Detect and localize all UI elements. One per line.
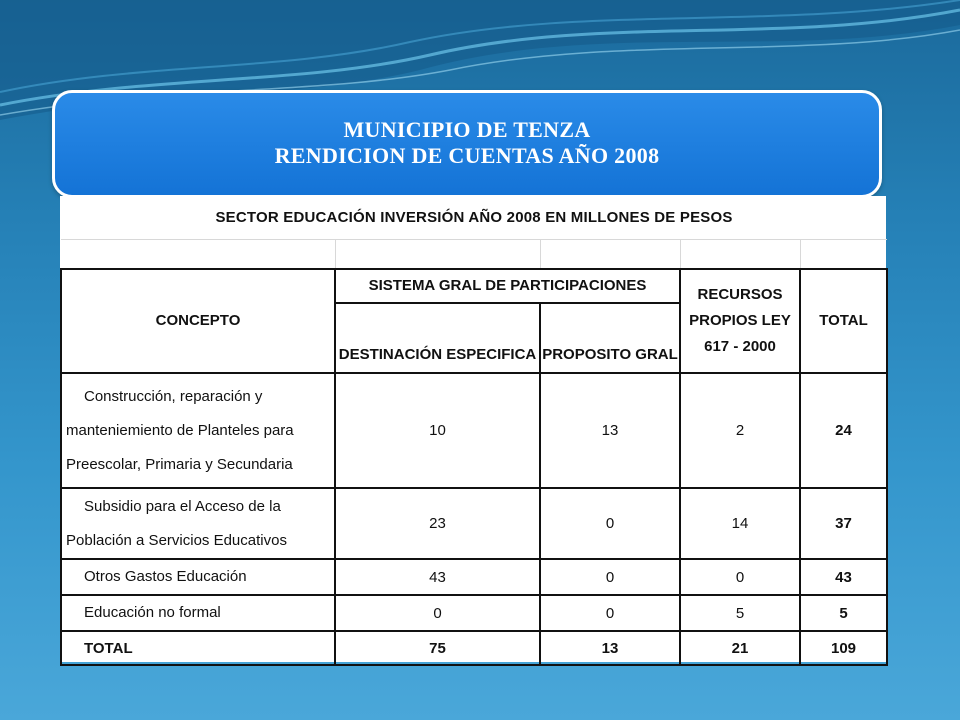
header-row-1 [61,269,887,303]
slide-title-box [52,90,882,198]
total-cell: 24 [800,373,887,488]
education-investment-table [60,196,886,662]
empty-cell [800,239,887,269]
recursos-cell: 2 [680,373,800,488]
destinacion-cell: 23 [335,488,540,559]
table-row [61,373,887,488]
totals-destinacion: 75 [335,631,540,665]
table-row [61,595,887,631]
destinacion-cell: 43 [335,559,540,595]
concept-line: manteniemiento de Planteles para [66,421,294,439]
destinacion-cell: 0 [335,595,540,631]
header-recursos-line-2: PROPIOS LEY [689,312,791,329]
totals-recursos: 21 [680,631,800,665]
slide-title-line-2: RENDICION DE CUENTAS AÑO 2008 [274,143,660,168]
concept-cell [61,373,335,488]
concept-line: Construcción, reparación y [84,387,263,405]
empty-cell [680,239,800,269]
concept-line: Preescolar, Primaria y Secundaria [66,455,293,473]
proposito-cell: 0 [540,595,680,631]
slide-title-line-1: MUNICIPIO DE TENZA [343,117,591,142]
header-proposito: PROPOSITO GRAL [540,303,680,373]
totals-total: 109 [800,631,887,665]
sheet-title: SECTOR EDUCACIÓN INVERSIÓN AÑO 2008 EN MILLONES DE PESOS [215,208,733,226]
concept-cell [61,488,335,559]
table-row [61,559,887,595]
header-sgp: SISTEMA GRAL DE PARTICIPACIONES [335,269,680,303]
header-total: TOTAL [800,269,887,373]
proposito-cell: 0 [540,559,680,595]
spreadsheet-grid [60,196,888,666]
total-cell: 5 [800,595,887,631]
proposito-cell: 13 [540,373,680,488]
proposito-cell: 0 [540,488,680,559]
header-destinacion: DESTINACIÓN ESPECIFICA [335,303,540,373]
concept-cell: Educación no formal [61,595,335,631]
table-row [61,488,887,559]
recursos-cell: 5 [680,595,800,631]
totals-proposito: 13 [540,631,680,665]
header-recursos-line-3: 617 - 2000 [704,338,776,355]
destinacion-cell: 10 [335,373,540,488]
empty-cell [61,239,335,269]
header-concepto: CONCEPTO [61,269,335,373]
concept-line: Subsidio para el Acceso de la [84,497,281,515]
recursos-cell: 14 [680,488,800,559]
empty-cell [540,239,680,269]
totals-row [61,631,887,665]
header-recursos-line-1: RECURSOS [697,286,783,303]
empty-row [61,239,887,269]
concept-cell: Otros Gastos Educación [61,559,335,595]
totals-label: TOTAL [61,631,335,665]
total-cell: 43 [800,559,887,595]
header-recursos [680,269,800,373]
total-cell: 37 [800,488,887,559]
recursos-cell: 0 [680,559,800,595]
concept-line: Población a Servicios Educativos [66,531,287,549]
empty-cell [335,239,540,269]
